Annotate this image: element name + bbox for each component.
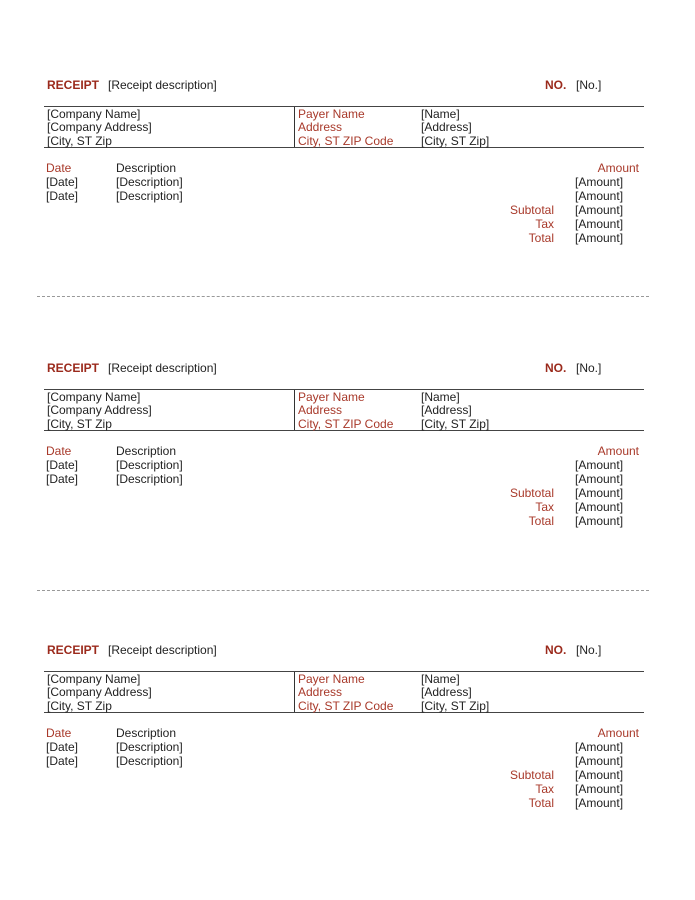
item-amount[interactable]: [Amount] [575,175,624,189]
subtotal-label: Subtotal [509,486,554,500]
receipt [0,71,695,311]
item-amount[interactable]: [Amount] [575,189,624,203]
item-description[interactable]: [Description] [116,740,183,754]
column-divider [294,390,295,430]
company-name[interactable]: [Company Name] [47,390,141,404]
total-label: Total [528,231,554,245]
company-name[interactable]: [Company Name] [47,672,141,686]
info-table [44,389,644,431]
subtotal-label: Subtotal [509,768,554,782]
company-city[interactable]: [City, ST Zip [47,134,112,148]
payer-address-label: Address [298,120,343,134]
company-address[interactable]: [Company Address] [47,120,152,134]
company-city[interactable]: [City, ST Zip [47,699,112,713]
description-column-header: Description [116,726,177,740]
item-description[interactable]: [Description] [116,754,183,768]
item-date[interactable]: [Date] [46,458,79,472]
tax-value[interactable]: [Amount] [575,500,624,514]
receipt-number-value[interactable]: [No.] [576,361,602,375]
payer-name-label: Payer Name [298,390,365,404]
payer-city-label: City, ST ZIP Code [298,699,394,713]
payer-name-label: Payer Name [298,672,365,686]
info-table [44,106,644,148]
receipt-description[interactable]: [Receipt description] [108,361,217,375]
total-value[interactable]: [Amount] [575,796,624,810]
receipt-title: RECEIPT [47,78,100,92]
date-column-header: Date [46,726,72,740]
payer-city-label: City, ST ZIP Code [298,417,394,431]
item-amount[interactable]: [Amount] [575,740,624,754]
cut-line [37,590,649,591]
receipt-number-label: NO. [545,78,567,92]
receipt-number-label: NO. [545,361,567,375]
receipt-title: RECEIPT [47,361,100,375]
payer-city-value[interactable]: [City, ST Zip] [421,699,490,713]
payer-city-value[interactable]: [City, ST Zip] [421,134,490,148]
payer-name-value[interactable]: [Name] [421,390,460,404]
tax-value[interactable]: [Amount] [575,217,624,231]
total-label: Total [528,796,554,810]
tax-label: Tax [535,782,554,796]
cut-line [37,296,649,297]
date-column-header: Date [46,161,72,175]
payer-city-label: City, ST ZIP Code [298,134,394,148]
company-address[interactable]: [Company Address] [47,403,152,417]
payer-name-label: Payer Name [298,107,365,121]
item-description[interactable]: [Description] [116,472,183,486]
payer-city-value[interactable]: [City, ST Zip] [421,417,490,431]
payer-address-label: Address [298,685,343,699]
company-city[interactable]: [City, ST Zip [47,417,112,431]
total-label: Total [528,514,554,528]
item-date[interactable]: [Date] [46,740,79,754]
receipt [0,354,695,594]
total-value[interactable]: [Amount] [575,514,624,528]
payer-name-value[interactable]: [Name] [421,107,460,121]
receipt [0,636,695,876]
receipt-title: RECEIPT [47,643,100,657]
item-date[interactable]: [Date] [46,189,79,203]
item-date[interactable]: [Date] [46,175,79,189]
item-date[interactable]: [Date] [46,754,79,768]
company-address[interactable]: [Company Address] [47,685,152,699]
payer-name-value[interactable]: [Name] [421,672,460,686]
company-name[interactable]: [Company Name] [47,107,141,121]
item-amount[interactable]: [Amount] [575,472,624,486]
receipt-description[interactable]: [Receipt description] [108,643,217,657]
description-column-header: Description [116,444,177,458]
item-date[interactable]: [Date] [46,472,79,486]
subtotal-value[interactable]: [Amount] [575,203,624,217]
receipt-description[interactable]: [Receipt description] [108,78,217,92]
description-column-header: Description [116,161,177,175]
item-description[interactable]: [Description] [116,189,183,203]
subtotal-value[interactable]: [Amount] [575,486,624,500]
tax-label: Tax [535,500,554,514]
subtotal-value[interactable]: [Amount] [575,768,624,782]
column-divider [294,672,295,712]
subtotal-label: Subtotal [509,203,554,217]
item-amount[interactable]: [Amount] [575,754,624,768]
payer-address-value[interactable]: [Address] [421,120,472,134]
receipt-number-label: NO. [545,643,567,657]
receipt-number-value[interactable]: [No.] [576,78,602,92]
info-table [44,671,644,713]
item-description[interactable]: [Description] [116,175,183,189]
payer-address-label: Address [298,403,343,417]
total-value[interactable]: [Amount] [575,231,624,245]
tax-value[interactable]: [Amount] [575,782,624,796]
amount-column-header: Amount [597,161,639,175]
payer-address-value[interactable]: [Address] [421,685,472,699]
amount-column-header: Amount [597,444,639,458]
date-column-header: Date [46,444,72,458]
tax-label: Tax [535,217,554,231]
amount-column-header: Amount [597,726,639,740]
item-amount[interactable]: [Amount] [575,458,624,472]
item-description[interactable]: [Description] [116,458,183,472]
payer-address-value[interactable]: [Address] [421,403,472,417]
receipt-number-value[interactable]: [No.] [576,643,602,657]
column-divider [294,107,295,147]
